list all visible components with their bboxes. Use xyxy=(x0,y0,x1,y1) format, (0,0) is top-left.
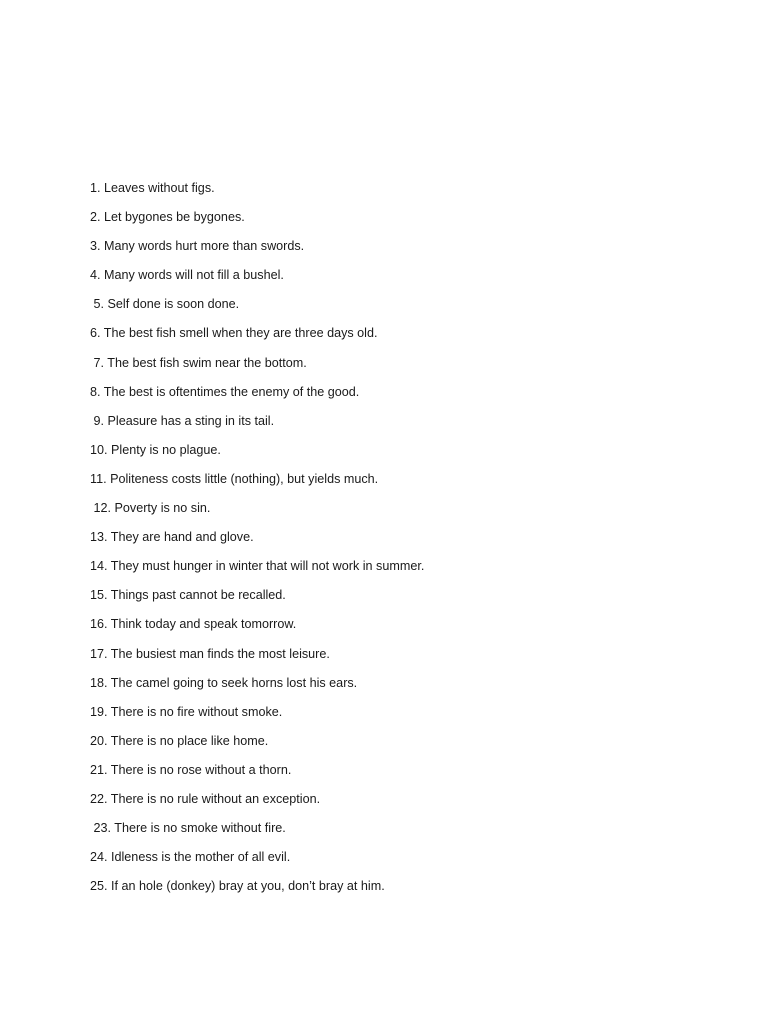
list-item: 3. Many words hurt more than swords. xyxy=(90,239,305,254)
list-item: 14. They must hunger in winter that will not work in summer. xyxy=(90,559,425,574)
list-item: 2. Let bygones be bygones. xyxy=(90,210,245,225)
list-item: 13. They are hand and glove. xyxy=(90,530,254,545)
list-item: 15. Things past cannot be recalled. xyxy=(90,588,286,603)
list-item: 16. Think today and speak tomorrow. xyxy=(90,617,297,632)
list-item: 20. There is no place like home. xyxy=(90,733,269,748)
list-item: 24. Idleness is the mother of all evil. xyxy=(90,850,291,865)
proverb-list xyxy=(90,178,424,905)
list-item: 21. There is no rose without a thorn. xyxy=(90,762,292,777)
list-item: 18. The camel going to seek horns lost his ears. xyxy=(90,675,358,690)
list-item: 19. There is no fire without smoke. xyxy=(90,704,283,719)
list-item: 1. Leaves without figs. xyxy=(90,181,215,195)
list-item: 12. Poverty is no sin. xyxy=(90,501,211,516)
list-item: 22. There is no rule without an exception. xyxy=(90,791,321,806)
list-item: 23. There is no smoke without fire. xyxy=(90,821,286,836)
list-item: 7. The best fish swim near the bottom. xyxy=(90,355,307,370)
list-item: 10. Plenty is no plague. xyxy=(90,442,221,457)
list-item: 4. Many words will not fill a bushel. xyxy=(90,268,284,283)
list-item: 11. Politeness costs little (nothing), but yields much. xyxy=(90,471,379,486)
list-item: 25. If an hole (donkey) bray at you, don’t bray at him. xyxy=(90,879,385,894)
list-item: 17. The busiest man finds the most leisure. xyxy=(90,646,330,661)
list-item: 6. The best fish smell when they are three days old. xyxy=(90,326,378,341)
list-item: 5. Self done is soon done. xyxy=(90,297,240,312)
list-item: 8. The best is oftentimes the enemy of the good. xyxy=(90,384,360,399)
list-item: 9. Pleasure has a sting in its tail. xyxy=(90,413,275,428)
